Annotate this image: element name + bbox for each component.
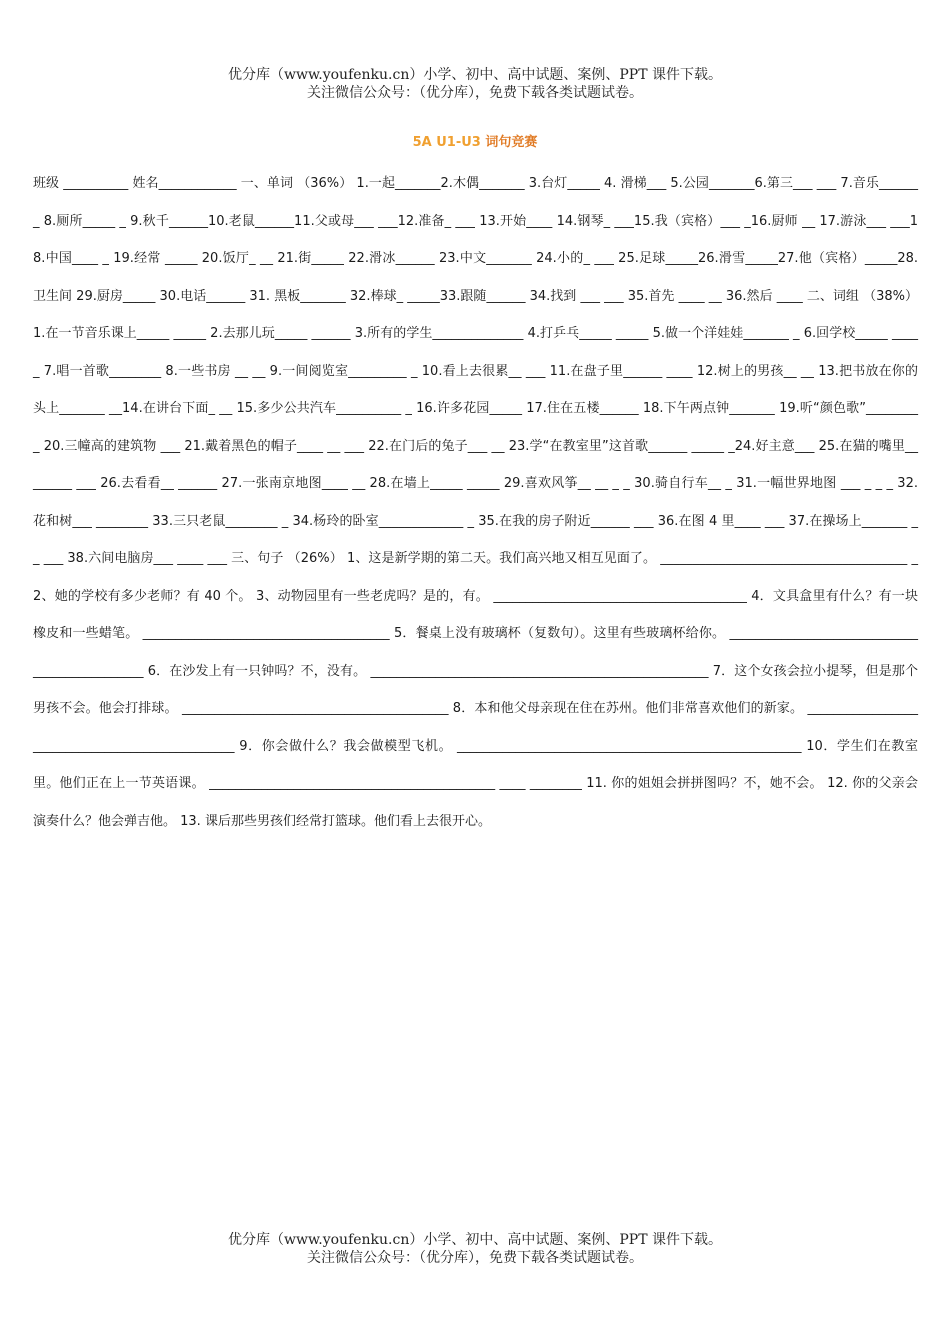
title-name: 词句竞赛 [480,135,538,150]
footer-line-2: 关注微信公众号：（优分库），免费下载各类试题试卷。 [307,1250,643,1266]
worksheet-text: 班级 __________ 姓名____________ 一、单词 （36%） 1.一起_______2.木偶_______ 3.台灯_____ 4. 滑梯___ 5.公园_______6.第三___ ___ 7.音乐_______ 8.厕所_____ _ 9.秋千______10.老鼠______11.父或母___ ___12.准备_ ___ 13.开始____ 14.钢琴_ ___15.我（宾格）___ _16.厨师 __ 17.游泳___ ___18.中国____ _ 19.经常 _____ 20.饭厅_ __ 21.街_____ 22.滑冰______ 23.中文_______ 24.小的_ ___ 25.足球_____26.滑雪_____27.他（宾格）_____28.卫生间 29.厨房_____ 30.电话______ 31. 黑板_______ 32.棒球_ _____33.跟随______ 34.找到 ___ ___ 35.首先 ____ __ 36.然后 ____ 二、词组 （38%） 1.在一节音乐课上_____ _____ 2.去那儿玩_____ ______ 3.所有的学生______________ 4.打乒乓_____ _____ 5.做一个洋娃娃_______ _ 6.回学校_____ _____ 7.唱一首歌________ 8.一些书房 __ __ 9.一间阅览室_________ _ 10.看上去很累__ ___ 11.在盘子里______ ____ 12.树上的男孩__ __ 13.把书放在你的头上_______ __14.在讲台下面_ __ 15.多少公共汽车__________ _ 16.许多花园_____ 17.住在五楼______ 18.下午两点钟_______ 19.听“颜色歌”_________ 20.三幢高的建筑物 ___ 21.戴着黑色的帽子____ __ ___ 22.在门后的兔子___ __ 23.学“在教室里”这首歌______ _____ _24.好主意___ 25.在猫的嘴里__ ______ ___ 26.去看看__ ______ 27.一张南京地图____ __ 28.在墙上_____ _____ 29.喜欢风筝__ __ _ _ 30.骑自行车__ _ 31.一幅世界地图 ___ _ _ _ 32. 花和树___ ________ 33.三只老鼠________ _ 34.杨玲的卧室_____________ _ 35.在我的房子附近______ ___ 36.在图 4 里____ ___ 37.在操场上_______ _ _ ___ 38.六间电脑房___ ____ ___ 三、句子 （26%） 1、这是新学期的第二天。我们高兴地又相互见面了。 ______________________________________ _ 2、她的学校有多少老师？有 40 个。 3、动物园里有一些老虎吗？是的，有。 _______________________________________ 4．文具盒里有什么？有一块橡皮和一些蜡笔。 ______________________________________ 5．餐桌上没有玻璃杯（复数句）。这里有些玻璃杯给你。 ______________________________________________ 6．在沙发上有一只钟吗？不，没有。 ____________________________________________________ 7．这个女孩会拉小提琴，但是那个男孩不会。他会打排球。 _________________________________________ 8．本和他父母亲现在住在苏州。他们非常喜欢他们的新家。 ________________________________________________ 9．你会做什么？我会做模型飞机。 _____________________________________________________ 10．学生们在教室里。他们正在上一节英语课。 ____________________________________________ ____ ________ 11. 你的姐姐会拼拼图吗？不，她不会。 12. 你的父亲会演奏什么？他会弹吉他。 13. 课后那些男孩们经常打篮球。他们看上去很开心。 [33,176,918,829]
footer-line-1: 优分库（www.youfenku.cn）小学、初中、高中试题、案例、PPT 课件下载。 [227,1232,722,1248]
title-code: 5A U1-U3 [412,135,481,150]
worksheet-body [33,165,918,840]
page-header [0,66,950,102]
header-line-2: 关注微信公众号：（优分库），免费下载各类试题试卷。 [307,85,643,101]
page-footer [0,1231,950,1267]
header-line-1: 优分库（www.youfenku.cn）小学、初中、高中试题、案例、PPT 课件下载。 [227,67,722,83]
worksheet-title [0,134,950,152]
